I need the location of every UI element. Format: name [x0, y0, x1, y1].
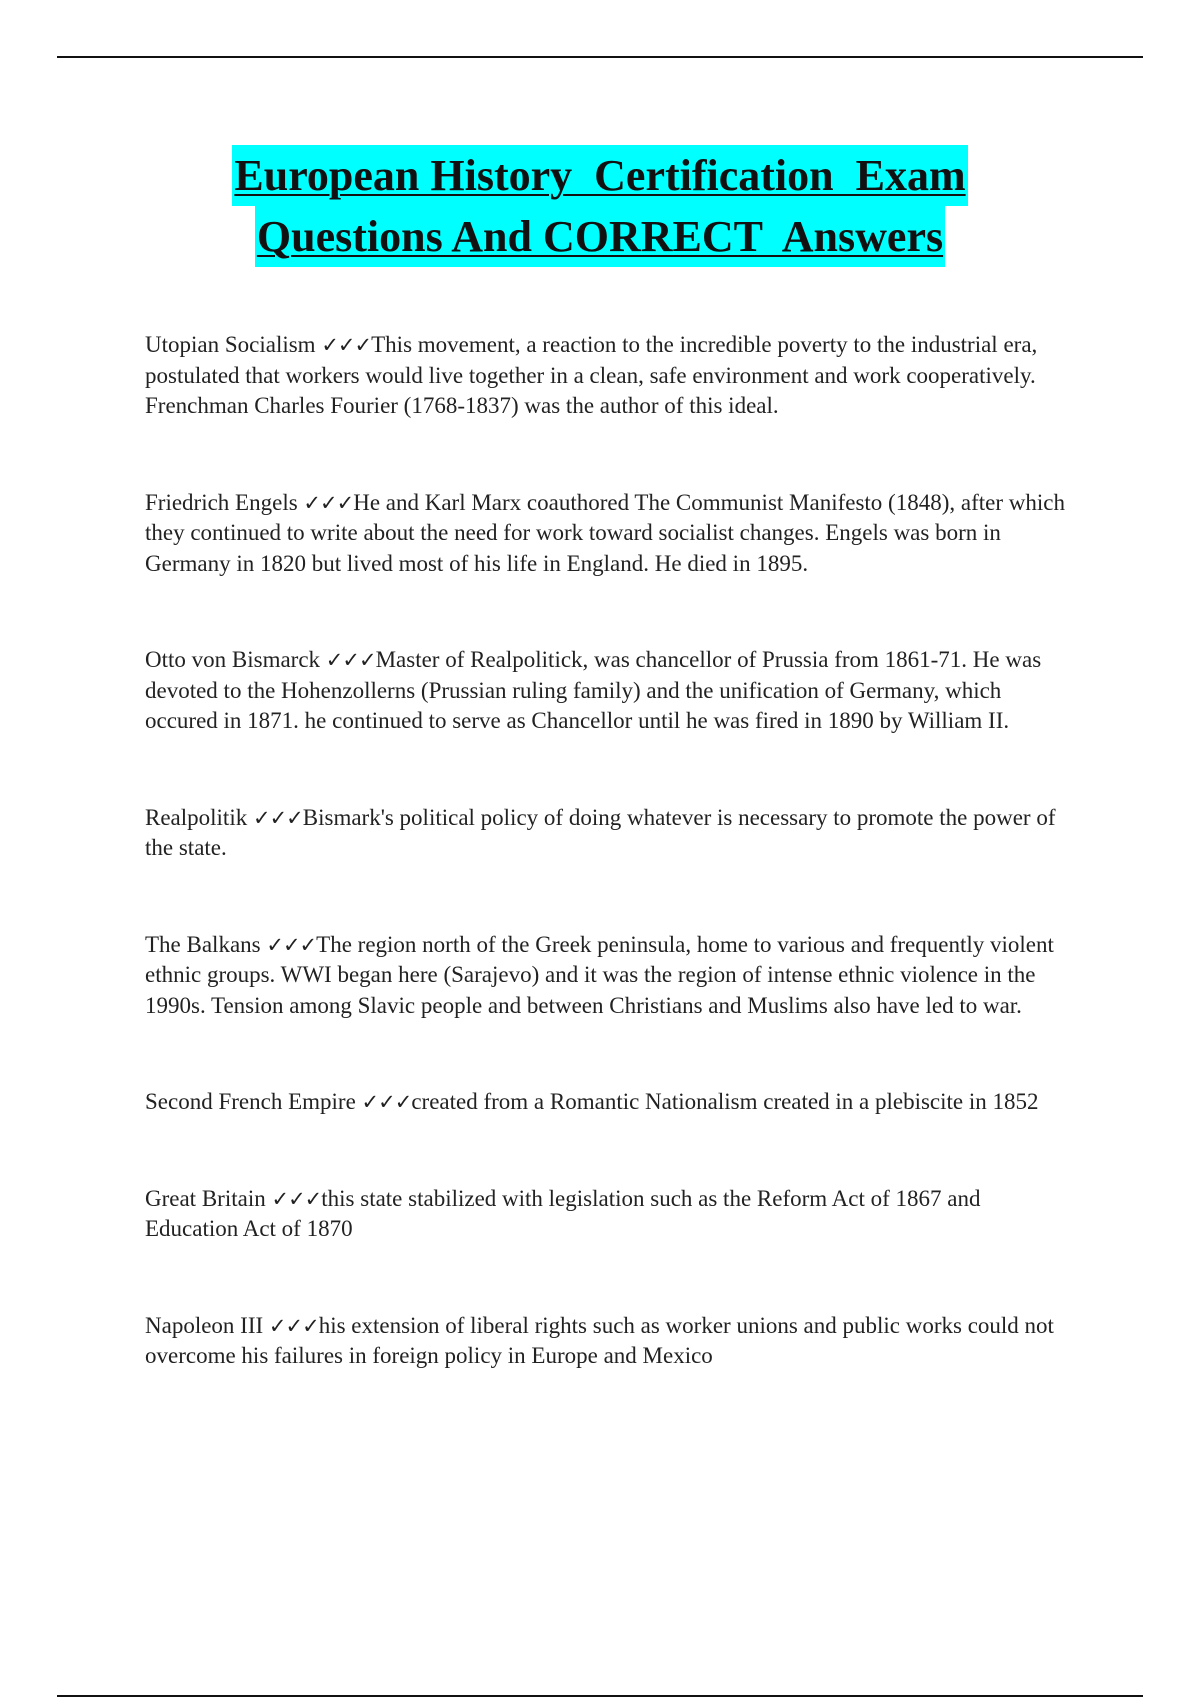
check-icon: ✓✓✓ — [321, 333, 372, 357]
qa-item-realpolitik — [145, 803, 1065, 864]
check-icon: ✓✓✓ — [303, 490, 354, 515]
answer: Master of Realpolitick, was chancellor of Prussia from 1861-71. He was devoted to the Hohenzollerns (Prussian ruling family) and the unification of Germany, which occured in 1871. he continued to serve as Chancellor until he was fired in 1890 by William II. — [145, 647, 1042, 733]
answer: Bismark's political policy of doing whatever is necessary to promote the power of the state. — [145, 804, 1056, 860]
check-icon: ✓✓✓ — [266, 932, 317, 957]
term: Friedrich Engels — [145, 489, 298, 515]
term: Napoleon III — [145, 1312, 264, 1338]
document-title — [0, 145, 1200, 267]
term: Second French Empire — [145, 1089, 356, 1114]
check-icon: ✓✓✓ — [271, 1186, 322, 1211]
answer: his extension of liberal rights such as worker unions and public works could not overcome his failures in foreign policy in Europe and Mexico — [145, 1312, 1054, 1368]
qa-item-second-french-empire — [145, 1087, 1065, 1118]
qa-item-napoleon-iii — [145, 1311, 1065, 1372]
check-icon: ✓✓✓ — [361, 1090, 412, 1114]
term: Realpolitik — [145, 804, 248, 830]
bottom-rule — [57, 1695, 1143, 1697]
answer: created from a Romantic Nationalism created in a plebiscite in 1852 — [411, 1089, 1039, 1114]
answer: He and Karl Marx coauthored The Communist Manifesto (1848), after which they continued to write about the need for work toward socialist changes. Engels was born in Germany in 1820 but lived most of his life in England. He died in 1895. — [145, 489, 1065, 576]
qa-item-otto-von-bismarck — [145, 645, 1065, 737]
qa-item-utopian-socialism — [145, 330, 1065, 422]
title-line-1: European History Certification Exam — [232, 145, 967, 206]
qa-item-friedrich-engels — [145, 488, 1065, 580]
answer: this state stabilized with legislation such as the Reform Act of 1867 and Education Act of 1870 — [145, 1185, 981, 1241]
qa-item-the-balkans — [145, 930, 1065, 1022]
answer: This movement, a reaction to the incredible poverty to the industrial era, postulated that workers would live together in a clean, safe environment and work cooperatively. Frenchman Charles Fourier (1768-1837) was the author of this ideal. — [145, 332, 1038, 418]
top-rule — [57, 56, 1143, 58]
term: Otto von Bismarck — [145, 647, 321, 672]
term: Great Britain — [145, 1185, 266, 1211]
term: The Balkans — [145, 931, 261, 957]
answer: The region north of the Greek peninsula, home to various and frequently violent ethnic groups. WWI began here (Sarajevo) and it was the region of intense ethnic violence in the 1990s. Tension among Slavic people and between Christians and Muslims also have led to war. — [145, 931, 1054, 1018]
term: Utopian Socialism — [145, 332, 316, 357]
check-icon: ✓✓✓ — [325, 648, 376, 672]
title-line-2: Questions And CORRECT Answers — [255, 206, 945, 267]
qa-item-great-britain — [145, 1184, 1065, 1245]
check-icon: ✓✓✓ — [252, 805, 303, 830]
check-icon: ✓✓✓ — [268, 1313, 319, 1338]
qa-list — [145, 330, 1065, 1372]
